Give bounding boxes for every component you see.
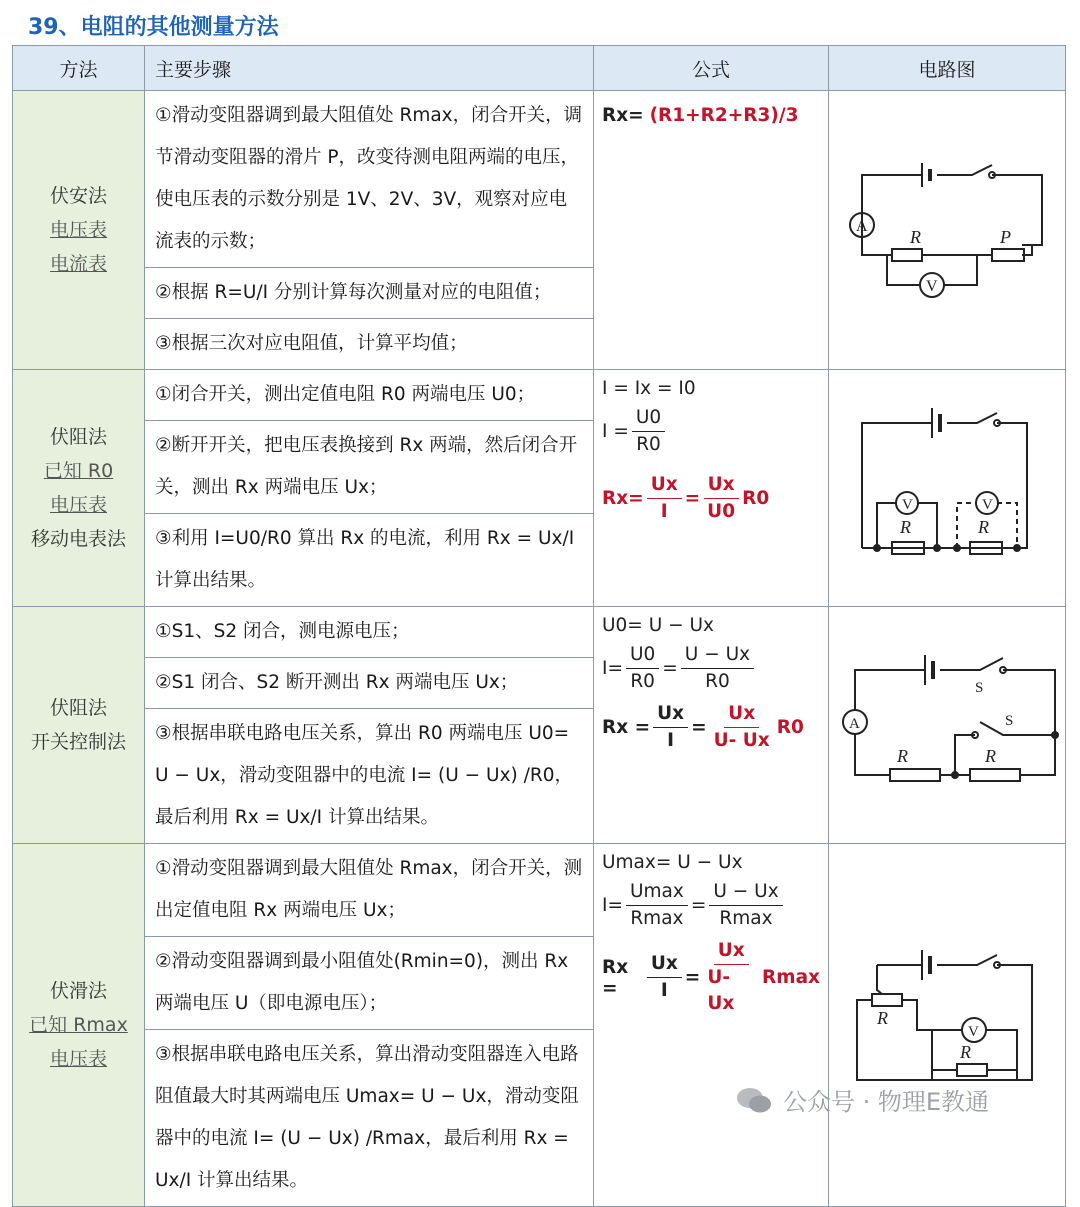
formula-numerator: U − Ux bbox=[709, 879, 782, 906]
circuit-voltammeter-icon bbox=[842, 145, 1052, 315]
svg-text:R: R bbox=[978, 517, 989, 537]
method-known: 已知 Rmax bbox=[29, 1014, 128, 1036]
table-row bbox=[13, 607, 1066, 658]
method-known: 已知 R0 bbox=[43, 460, 114, 482]
method-tool: 电压表 bbox=[49, 494, 107, 516]
method-name: 伏阻法 bbox=[49, 426, 107, 448]
formula-denominator: Rmax bbox=[719, 908, 773, 929]
svg-text:S: S bbox=[974, 680, 983, 696]
svg-text:V: V bbox=[902, 497, 913, 513]
formula-line: I = Ix = I0 bbox=[602, 378, 696, 399]
formula-lhs: Rx = bbox=[602, 956, 629, 999]
formula-lhs: Rx = bbox=[602, 717, 651, 738]
formula-equals: = bbox=[684, 967, 701, 988]
circuit-diagram-cell bbox=[829, 91, 1066, 370]
formula-numerator: U − Ux bbox=[681, 642, 754, 669]
svg-text:P: P bbox=[1000, 227, 1011, 247]
formula-numerator: U0 bbox=[632, 405, 665, 432]
header-formula: 公式 bbox=[594, 46, 829, 91]
step-cell: ③利用 I=U0/R0 算出 Rx 的电流，利用 Rx = Ux/I 计算出结果。 bbox=[145, 514, 594, 607]
watermark bbox=[735, 1082, 989, 1117]
circuit-diagram-cell bbox=[829, 607, 1066, 844]
formula-lhs: Rx= bbox=[602, 105, 644, 126]
svg-text:V: V bbox=[968, 1024, 979, 1040]
method-tool: 电流表 bbox=[49, 253, 107, 275]
method-variant: 移动电表法 bbox=[30, 528, 126, 550]
header-diagram: 电路图 bbox=[829, 46, 1066, 91]
formula-equals: = bbox=[684, 488, 701, 509]
step-cell: ②根据 R=U/I 分别计算每次测量对应的电阻值； bbox=[145, 268, 594, 319]
formula-numerator: Ux bbox=[724, 701, 759, 728]
step-cell: ②S1 闭合、S2 断开测出 Rx 两端电压 Ux； bbox=[145, 658, 594, 709]
formula-lhs: I= bbox=[602, 658, 623, 679]
svg-text:S: S bbox=[1004, 713, 1013, 729]
step-cell: ②滑动变阻器调到最小阻值处(Rmin=0)，测出 Rx 两端电压 U（即电源电压）； bbox=[145, 937, 594, 1030]
formula-lhs: Rx= bbox=[602, 488, 644, 509]
table-row bbox=[13, 91, 1066, 268]
step-cell: ①S1、S2 闭合，测电源电压； bbox=[145, 607, 594, 658]
method-name: 伏滑法 bbox=[49, 980, 107, 1002]
formula-factor: Rmax bbox=[762, 967, 820, 988]
formula-rhs: (R1+R2+R3)/3 bbox=[649, 105, 799, 126]
formula-cell bbox=[594, 91, 829, 370]
circuit-diagram-cell bbox=[829, 370, 1066, 607]
watermark-text: 公众号 · 物理E教通 bbox=[783, 1088, 990, 1116]
step-cell: ③根据串联电路电压关系，算出滑动变阻器连入电路阻值最大时其两端电压 Umax= U − Ux，滑动变阻器中的电流 I= (U − Ux) /Rmax，最后利用 Rx = Ux/I 计算出结果。 bbox=[145, 1030, 594, 1207]
formula-numerator: Ux bbox=[647, 951, 682, 978]
circuit-diagram-cell bbox=[829, 844, 1066, 1207]
svg-text:R: R bbox=[984, 746, 996, 766]
wechat-icon bbox=[735, 1086, 773, 1114]
svg-text:R: R bbox=[900, 517, 911, 537]
formula-denominator: U- Ux bbox=[713, 730, 770, 751]
table-header bbox=[13, 46, 1066, 91]
formula-numerator: Ux bbox=[714, 938, 749, 965]
step-cell: ③根据串联电路电压关系，算出 R0 两端电压 U0= U − Ux，滑动变阻器中的电流 I= (U − Ux) /R0，最后利用 Rx = Ux/I 计算出结果。 bbox=[145, 709, 594, 844]
page-title: 39、电阻的其他测量方法 bbox=[28, 15, 279, 40]
formula-numerator: Umax bbox=[626, 879, 688, 906]
formula-line: Umax= U − Ux bbox=[602, 852, 743, 873]
formula-factor: R0 bbox=[776, 717, 804, 738]
svg-text:V: V bbox=[926, 278, 938, 295]
method-cell bbox=[13, 370, 145, 607]
step-cell: ①闭合开关，测出定值电阻 R0 两端电压 U0； bbox=[145, 370, 594, 421]
svg-text:R: R bbox=[896, 746, 908, 766]
formula-line: U0= U − Ux bbox=[602, 615, 714, 636]
method-cell bbox=[13, 91, 145, 370]
header-steps: 主要步骤 bbox=[145, 46, 594, 91]
formula-denominator: I bbox=[667, 730, 675, 751]
formula-denominator: U- Ux bbox=[707, 967, 735, 1014]
formula-equals: = bbox=[662, 658, 678, 679]
step-cell: ①滑动变阻器调到最大阻值处 Rmax，闭合开关，测出定值电阻 Rx 两端电压 Ux； bbox=[145, 844, 594, 937]
formula-denominator: I bbox=[660, 501, 668, 522]
method-name: 伏安法 bbox=[49, 185, 107, 207]
method-tool: 电压表 bbox=[49, 219, 107, 241]
svg-text:R: R bbox=[960, 1042, 971, 1062]
measurement-table bbox=[12, 45, 1066, 1207]
table-row bbox=[13, 370, 1066, 421]
formula-equals: = bbox=[690, 895, 707, 916]
circuit-rheostat-icon bbox=[847, 950, 1047, 1100]
formula-lhs: I= bbox=[602, 895, 623, 916]
svg-text:V: V bbox=[982, 497, 993, 513]
formula-numerator: Ux bbox=[653, 701, 688, 728]
formula-denominator: R0 bbox=[705, 671, 730, 692]
method-cell bbox=[13, 607, 145, 844]
svg-text:R: R bbox=[877, 1008, 888, 1028]
svg-text:R: R bbox=[910, 227, 921, 247]
formula-denominator: R0 bbox=[630, 671, 655, 692]
circuit-move-meter-icon bbox=[852, 408, 1042, 568]
formula-cell bbox=[594, 844, 829, 1207]
formula-equals: = bbox=[691, 717, 707, 738]
formula-denominator: U0 bbox=[707, 501, 736, 522]
formula-numerator: U0 bbox=[626, 642, 659, 669]
formula-cell bbox=[594, 607, 829, 844]
formula-numerator: Ux bbox=[647, 472, 682, 499]
step-cell: ①滑动变阻器调到最大阻值处 Rmax，闭合开关，调节滑动变阻器的滑片 P，改变待测电阻两端的电压，使电压表的示数分别是 1V、2V、3V，观察对应电流表的示数； bbox=[145, 91, 594, 268]
formula-numerator: Ux bbox=[704, 472, 739, 499]
formula-factor: R0 bbox=[742, 488, 770, 509]
formula-cell bbox=[594, 370, 829, 607]
formula-denominator: I bbox=[660, 980, 668, 1001]
svg-text:A: A bbox=[856, 218, 868, 235]
circuit-switch-control-icon bbox=[835, 650, 1060, 800]
formula-denominator: R0 bbox=[636, 434, 661, 455]
method-tool: 电压表 bbox=[49, 1048, 107, 1070]
method-cell bbox=[13, 844, 145, 1207]
svg-text:A: A bbox=[848, 716, 860, 732]
method-variant: 开关控制法 bbox=[30, 731, 126, 753]
step-cell: ②断开开关，把电压表换接到 Rx 两端，然后闭合开关，测出 Rx 两端电压 Ux； bbox=[145, 421, 594, 514]
header-method: 方法 bbox=[13, 46, 145, 91]
formula-denominator: Rmax bbox=[630, 908, 684, 929]
method-name: 伏阻法 bbox=[49, 697, 107, 719]
step-cell: ③根据三次对应电阻值，计算平均值； bbox=[145, 319, 594, 370]
formula-lhs: I = bbox=[602, 421, 629, 442]
table-row bbox=[13, 844, 1066, 937]
